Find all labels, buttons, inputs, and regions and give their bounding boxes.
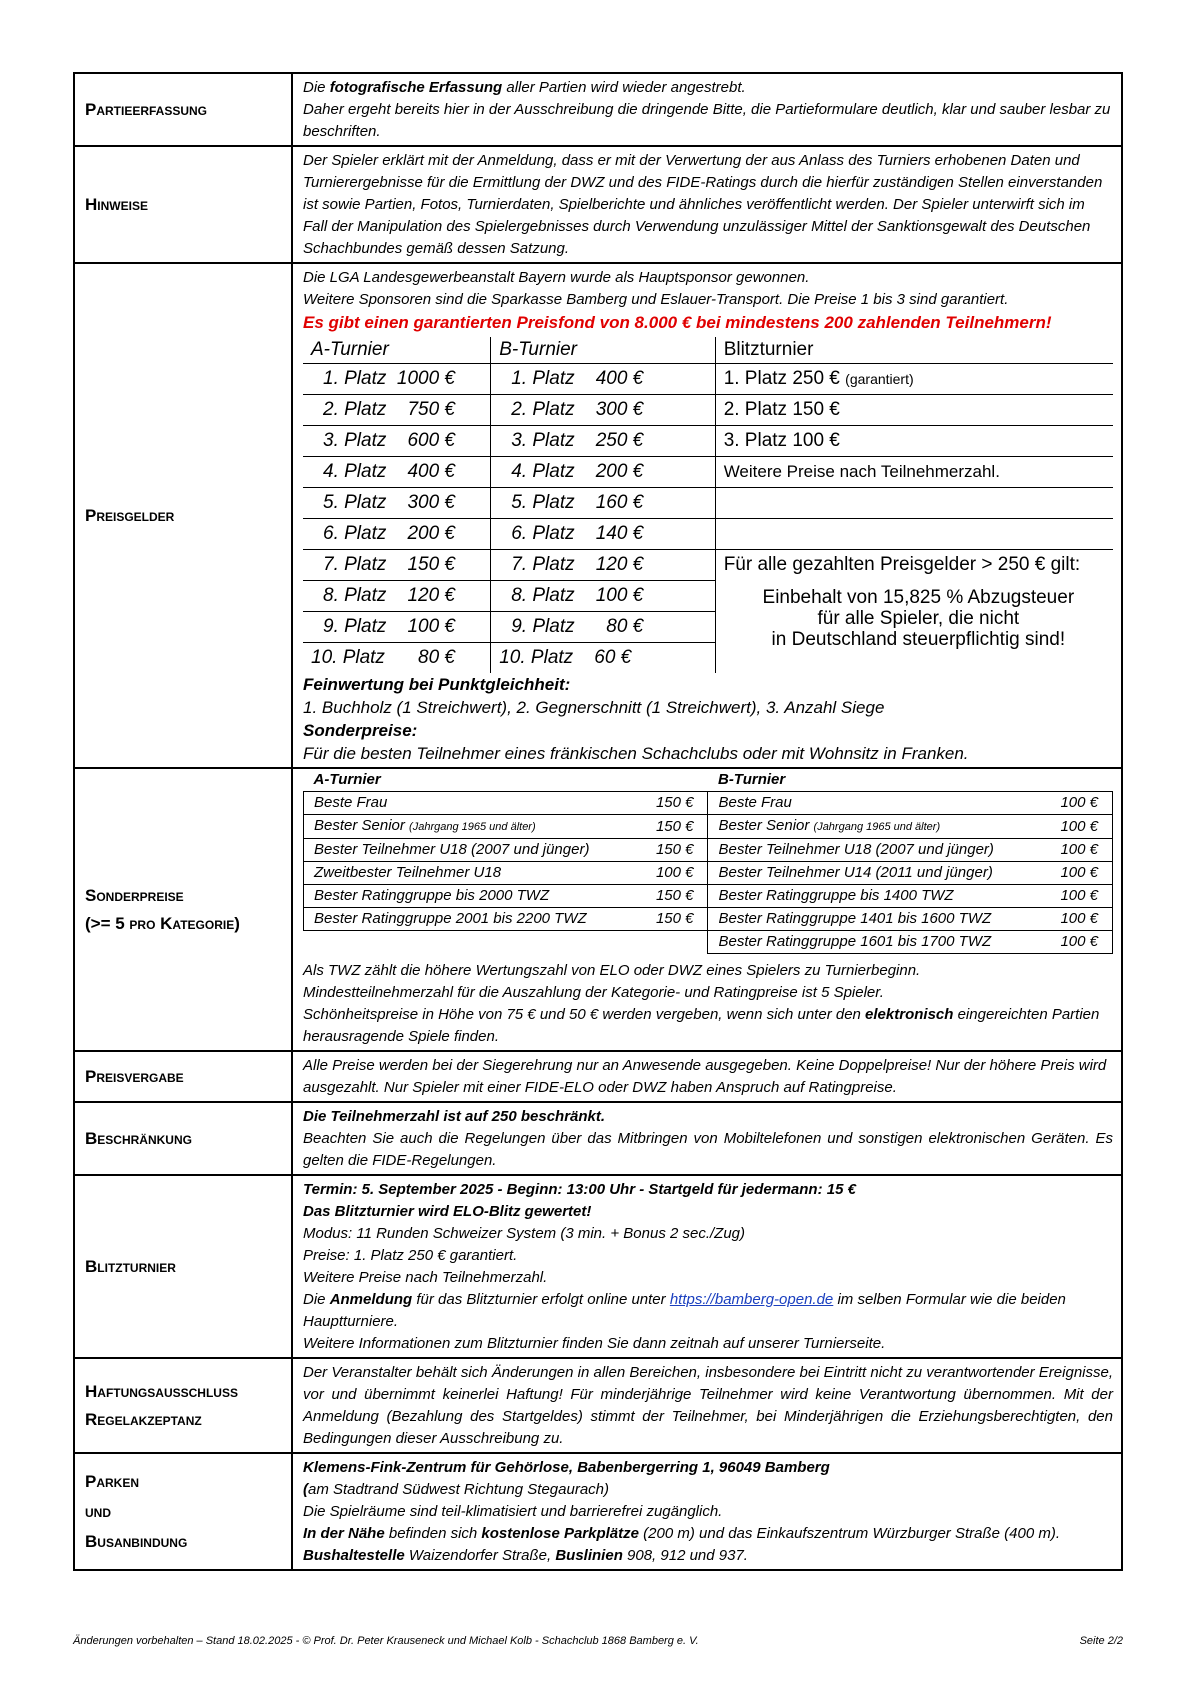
label-partieerfassung: Partieerfassung [74,73,292,146]
label-hinweise: Hinweise [74,146,292,263]
special-row: Bester Ratinggruppe 1601 bis 1700 TWZ 100 € [304,931,1113,954]
header-blitzturnier: Blitzturnier [715,337,1113,364]
special-row: Bester Ratinggruppe 2001 bis 2200 TWZ 150 € Bester Ratinggruppe 1401 bis 1600 TWZ 100 € [304,908,1113,931]
special-row: Beste Frau 150 € Beste Frau 100 € [304,792,1113,815]
special-row: Zweitbester Teilnehmer U18 100 € Bester Teilnehmer U14 (2011 und jünger) 100 € [304,862,1113,885]
label-preisvergabe: Preisvergabe [74,1051,292,1102]
registration-link[interactable]: https://bamberg-open.de [669,1291,834,1308]
label-regelakzeptanz: Regelakzeptanz [85,1409,202,1429]
prize-row: 4. Platz 400 € 4. Platz 200 € Weitere Preise nach Teilnehmerzahl. [303,457,1113,488]
special-prizes-table [303,769,1113,954]
prize-row: 9. Platz 100 € 9. Platz 80 € [303,612,1113,643]
row-preisgelder [74,263,1122,768]
sponsor-more: Weitere Sponsoren sind die Sparkasse Bamberg und Eslauer-Transport. Die Preise 1 bis 3 sind garantiert. [303,291,1009,308]
participant-limit: Die Teilnehmerzahl ist auf 250 beschränkt. [303,1108,606,1125]
min-participants-note: Mindestteilnehmerzahl für die Auszahlung der Kategorie- und Ratingpreise ist 5 Spieler. [303,984,884,1001]
beauty-prize-note: Schönheitspreise in Höhe von 75 € und 50 € werden vergeben, wenn sich unter den elektronisch eingereichten Partien herausragende Spiele finden. [303,1006,1100,1045]
venue-bus: Bushaltestelle Waizendorfer Straße, Buslinien 908, 912 und 937. [303,1547,748,1564]
special-row: Bester Ratinggruppe bis 2000 TWZ 150 € Bester Ratinggruppe bis 1400 TWZ 100 € [304,885,1113,908]
label-beschraenkung: Beschränkung [74,1102,292,1175]
special-heading: Sonderpreise: [303,721,418,740]
venue-location: (am Stadtrand Südwest Richtung Stegaurach) [303,1481,610,1498]
row-parken [74,1453,1122,1570]
twz-note: Als TWZ zählt die höhere Wertungszahl von ELO oder DWZ eines Spielers zu Turnierbeginn. [303,962,921,979]
row-haftung [74,1358,1122,1453]
prize-row: 5. Platz 300 € 5. Platz 160 € [303,488,1113,519]
prize-row: 6. Platz 200 € 6. Platz 140 € [303,519,1113,550]
haftung-text: Der Veranstalter behält sich Änderungen in allen Bereichen, insbesondere bei Eintritt nicht zu verantwortender Ereignisse, vor und übernimmt keinerlei Haftung! Für minderjährige Teilnehmer wird keine Verantwortung übernommen. Mit der Anmeldung (Bezahlung des Startgeldes) stimmt der Teilnehmer, bei Minderjährigen die Erziehungsberechtigten, den Bedingungen dieser Ausschreibung zu. [303,1364,1113,1447]
special-text: Für die besten Teilnehmer eines fränkischen Schachclubs oder mit Wohnsitz in Franken. [303,744,969,763]
page-number: Seite 2/2 [1079,1635,1123,1647]
row-sonderpreise [74,768,1122,1051]
header-b-turnier: B-Turnier [491,337,715,364]
blitz-rating: Das Blitzturnier wird ELO-Blitz gewertet! [303,1203,592,1220]
prize-row: 2. Platz 750 € 2. Platz 300 € 2. Platz 150 € [303,395,1113,426]
row-blitzturnier [74,1175,1122,1358]
sponsor-main: Die LGA Landesgewerbeanstalt Bayern wurde als Hauptsponsor gewonnen. [303,269,810,286]
blitz-registration: Die Anmeldung für das Blitzturnier erfolgt online unter https://bamberg-open.de im selben Formular wie die beiden Hauptturniere. [303,1291,1066,1330]
row-beschraenkung [74,1102,1122,1175]
blitz-mode: Modus: 11 Runden Schweizer System (3 min. + Bonus 2 sec./Zug) [303,1225,746,1242]
special-row: Bester Senior (Jahrgang 1965 und älter) 150 € Bester Senior (Jahrgang 1965 und älter) 100 € [304,815,1113,839]
prize-row: 7. Platz 150 € 7. Platz 120 € Für alle gezahlten Preisgelder > 250 € gilt: [303,550,1113,581]
device-rules: Beachten Sie auch die Regelungen über das Mitbringen von Mobiltelefonen und sonstigen elektronischen Geräten. Es gelten die FIDE-Regelungen. [303,1130,1113,1169]
prize-row: 1. Platz 1000 € 1. Platz 400 € 1. Platz 250 € (garantiert) [303,364,1113,395]
blitz-prize: Preise: 1. Platz 250 € garantiert. [303,1247,518,1264]
hinweise-text: Der Spieler erklärt mit der Anmeldung, dass er mit der Verwertung der aus Anlass des Turniers erhobenen Daten und Turnierergebnisse für die Ermittlung der DWZ und des FIDE-Ratings durch die hierfür zuständigen Stellen einverstanden ist sowie Partien, Fotos, Turnierdaten, Spielberichte und ähnliches veröffentlicht werden. Der Spieler unterwirft sich im Fall der Manipulation des Spielergebnisses durch Verwendung unzulässiger Mittel der Sanktionsgewalt des Deutschen Schachbundes gemäß dessen Satzung. [303,152,1103,257]
label-sonderpreise: Sonderpreise [85,885,184,905]
special-a-header: A-Turnier [304,769,708,792]
venue-parking: In der Nähe befinden sich kostenlose Parkplätze (200 m) und das Einkaufszentrum Würzburger Straße (400 m). [303,1525,1060,1542]
tax-notice: Einbehalt von 15,825 % Abzugsteuer für alle Spieler, die nicht in Deutschland steuerpflichtig sind! [762,586,1075,650]
footer [73,1635,1123,1647]
partieerfassung-text: Daher ergeht bereits hier in der Ausschreibung die dringende Bitte, die Partieformulare deutlich, klar und sauber lesbar zu beschriften. [303,101,1111,140]
prize-money-table [303,337,1113,673]
prize-row: 10. Platz 80 € 10. Platz 60 € [303,643,1113,674]
venue-address: Klemens-Fink-Zentrum für Gehörlose, Babenbergerring 1, 96049 Bamberg [303,1459,830,1476]
footer-copyright: Änderungen vorbehalten – Stand 18.02.2025 - © Prof. Dr. Peter Krauseneck und Michael Kolb - Schachclub 1868 Bamberg e. V. [73,1635,699,1647]
label-parken: Parken [85,1471,140,1491]
label-sonderpreise-sub: (>= 5 pro Kategorie) [85,913,240,933]
preisvergabe-text: Alle Preise werden bei der Siegerehrung nur an Anwesende ausgegeben. Keine Doppelpreise! Nur der höhere Preis wird ausgezahlt. Nur Spieler mit einer FIDE-ELO oder DWZ haben Anspruch auf Ratingpreise. [303,1057,1107,1096]
row-partieerfassung: Partieerfassung Die fotografische Erfassung aller Partien wird wieder angestrebt. Daher ergeht bereits hier in der Ausschreibung die dringende Bitte, die Partieformulare deutlich, klar und sauber lesbar zu beschriften. [74,73,1122,146]
prize-row: 8. Platz 120 € 8. Platz 100 € Einbehalt von 15,825 % Abzugsteuer für alle Spieler, die nicht in Deutschland steuerpflichtig sind! [303,581,1113,612]
label-haftung: Haftungsausschluss [85,1381,238,1401]
header-a-turnier: A-Turnier [303,337,491,364]
special-b-header: B-Turnier [708,769,1113,792]
tiebreak-text: 1. Buchholz (1 Streichwert), 2. Gegnerschnitt (1 Streichwert), 3. Anzahl Siege [303,698,885,717]
blitz-more-prizes: Weitere Preise nach Teilnehmerzahl. [303,1269,548,1286]
tax-heading: Für alle gezahlten Preisgelder > 250 € gilt: [723,554,1081,576]
prize-row: 3. Platz 600 € 3. Platz 250 € 3. Platz 100 € [303,426,1113,457]
special-row: Bester Teilnehmer U18 (2007 und jünger) 150 € Bester Teilnehmer U18 (2007 und jünger) 100 € [304,839,1113,862]
label-busanbindung: Busanbindung [85,1531,188,1551]
prize-fund-notice: Es gibt einen garantierten Preisfond von 8.000 € bei mindestens 200 zahlenden Teilnehmern! [303,313,1052,332]
label-und: und [85,1501,111,1521]
row-hinweise [74,146,1122,263]
label-blitzturnier: Blitzturnier [74,1175,292,1358]
document-page [73,72,1123,1571]
row-preisvergabe [74,1051,1122,1102]
tournament-table [73,72,1123,1571]
venue-rooms: Die Spielräume sind teil-klimatisiert und barrierefrei zugänglich. [303,1503,723,1520]
blitz-date: Termin: 5. September 2025 - Beginn: 13:00 Uhr - Startgeld für jedermann: 15 € [303,1181,856,1198]
label-preisgelder: Preisgelder [74,263,292,768]
tiebreak-heading: Feinwertung bei Punktgleichheit: [303,675,571,694]
blitz-info: Weitere Informationen zum Blitzturnier finden Sie dann zeitnah auf unserer Turnierseite. [303,1335,886,1352]
